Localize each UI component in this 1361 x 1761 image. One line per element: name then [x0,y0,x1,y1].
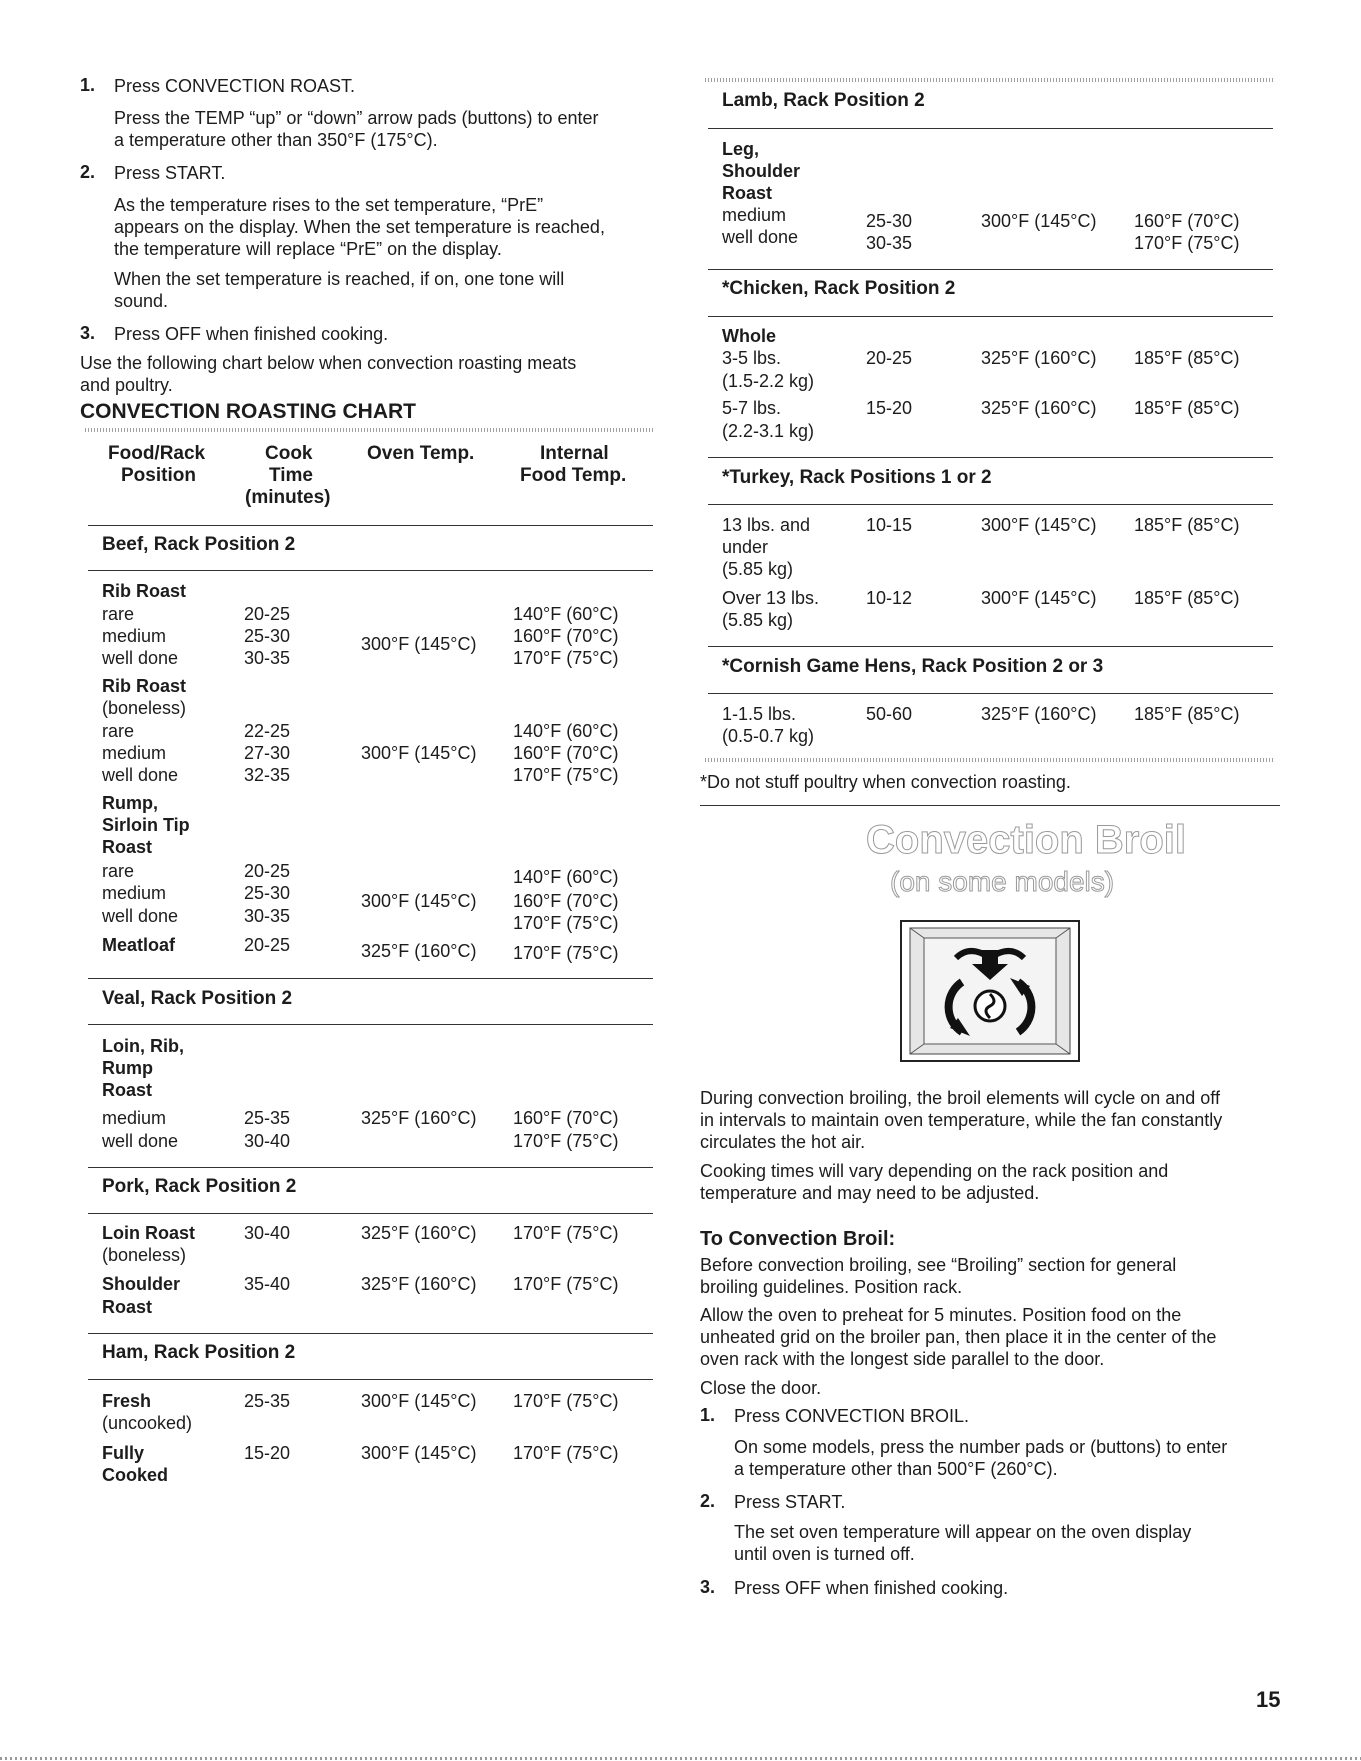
header-food: Food/Rack [108,443,206,464]
internal-temp: 170°F (75°C) [513,765,619,785]
food-title: Roast [102,837,153,857]
step-text: Press OFF when finished cooking. [114,324,389,344]
internal-temp: 185°F (85°C) [1134,588,1240,608]
internal-temp: 170°F (75°C) [513,913,619,933]
divider [88,570,653,571]
divider [705,78,1273,82]
doneness: medium [722,205,787,225]
cook-time: 22-25 [244,721,291,741]
oven-temp: 325°F (160°C) [361,1223,477,1243]
paragraph: unheated grid on the broiler pan, then place it in the center of the [700,1327,1217,1347]
cook-time: 30-40 [244,1223,291,1243]
oven-temp: 300°F (145°C) [361,634,477,654]
step-text: Press CONVECTION BROIL. [734,1406,970,1426]
paragraph: oven rack with the longest side parallel to the door. [700,1349,1105,1369]
doneness: well done [102,906,179,926]
internal-temp: 185°F (85°C) [1134,515,1240,535]
food-title: Sirloin Tip [102,815,190,835]
food-title: Shoulder [102,1274,181,1294]
internal-temp: 160°F (70°C) [513,891,619,911]
weight: 13 lbs. and [722,515,811,535]
step-number: 3. [700,1577,716,1597]
broil-subtitle: (on some models) [890,866,1115,897]
cook-time: 25-30 [244,883,291,903]
oven-temp: 325°F (160°C) [361,1108,477,1128]
step-text: until oven is turned off. [734,1544,915,1564]
step-text: appears on the display. When the set temperature is reached, [114,217,605,237]
section-turkey: *Turkey, Rack Positions 1 or 2 [722,467,992,488]
cook-time: 30-35 [244,648,291,668]
cook-time: 15-20 [244,1443,291,1463]
weight: under [722,537,769,557]
divider [708,693,1273,694]
internal-temp: 170°F (75°C) [513,1223,619,1243]
doneness: well done [102,1131,179,1151]
section-veal: Veal, Rack Position 2 [102,988,293,1009]
internal-temp: 185°F (85°C) [1134,398,1240,418]
step-number: 3. [80,323,96,343]
intro-text: Use the following chart below when convection roasting meats [80,353,577,373]
doneness: well done [102,765,179,785]
oven-illustration [900,920,1080,1062]
food-title: Rib Roast [102,676,187,696]
paragraph: broiling guidelines. Position rack. [700,1277,963,1297]
food-title: Leg, [722,139,760,159]
internal-temp: 170°F (75°C) [513,648,619,668]
weight: (0.5-0.7 kg) [722,726,815,746]
doneness: medium [102,883,167,903]
weight: (5.85 kg) [722,559,794,579]
cook-time: 30-35 [866,233,913,253]
step-text: Press START. [734,1492,846,1512]
divider [708,646,1273,647]
chart-title: CONVECTION ROASTING CHART [80,400,416,423]
broil-title: Convection Broil [866,818,1187,862]
step-number: 2. [700,1491,716,1511]
page-number: 15 [1256,1687,1281,1712]
internal-temp: 185°F (85°C) [1134,348,1240,368]
divider [705,758,1273,762]
internal-temp: 160°F (70°C) [513,743,619,763]
weight: Over 13 lbs. [722,588,820,608]
weight: 3-5 lbs. [722,348,782,368]
step-text: On some models, press the number pads or (buttons) to enter [734,1437,1228,1457]
food-title: Loin Roast [102,1223,195,1243]
doneness: well done [722,227,799,247]
cook-time: 27-30 [244,743,291,763]
cook-time: 20-25 [244,861,291,881]
cook-time: 20-25 [244,604,291,624]
food-title: Fresh [102,1391,152,1411]
divider [708,269,1273,270]
internal-temp: 170°F (75°C) [513,1131,619,1151]
divider [700,805,1280,806]
paragraph: Allow the oven to preheat for 5 minutes. Position food on the [700,1305,1182,1325]
oven-temp: 325°F (160°C) [981,348,1097,368]
food-title: Rump [102,1058,153,1078]
internal-temp: 170°F (75°C) [513,1443,619,1463]
paragraph: in intervals to maintain oven temperature, while the fan constantly [700,1110,1223,1130]
section-beef: Beef, Rack Position 2 [102,534,296,555]
food-title: Fully [102,1443,145,1463]
doneness: medium [102,743,167,763]
oven-temp: 325°F (160°C) [361,941,477,961]
header-cook: (minutes) [245,487,331,508]
food-title: Roast [722,183,773,203]
step-text: sound. [114,291,169,311]
divider [708,316,1273,317]
internal-temp: 140°F (60°C) [513,604,619,624]
oven-temp: 325°F (160°C) [981,704,1097,724]
divider [85,428,655,432]
weight: 1-1.5 lbs. [722,704,797,724]
header-internal: Internal [540,443,609,464]
internal-temp: 140°F (60°C) [513,867,619,887]
food-subtitle: (uncooked) [102,1413,193,1433]
divider [708,128,1273,129]
oven-temp: 300°F (145°C) [361,743,477,763]
doneness: rare [102,861,135,881]
section-ham: Ham, Rack Position 2 [102,1342,296,1363]
weight: 5-7 lbs. [722,398,782,418]
divider [708,457,1273,458]
cook-time: 35-40 [244,1274,291,1294]
step-text: a temperature other than 500°F (260°C). [734,1459,1058,1479]
divider [708,504,1273,505]
cook-time: 25-35 [244,1108,291,1128]
step-text: The set oven temperature will appear on the oven display [734,1522,1192,1542]
header-internal: Food Temp. [520,465,627,486]
divider [88,978,653,979]
divider [88,1213,653,1214]
step-text: Press the TEMP “up” or “down” arrow pads (buttons) to enter [114,108,599,128]
step-text: Press START. [114,163,226,183]
oven-temp: 325°F (160°C) [981,398,1097,418]
divider [88,1333,653,1334]
food-title: Cooked [102,1465,169,1485]
divider [88,1024,653,1025]
internal-temp: 185°F (85°C) [1134,704,1240,724]
cook-time: 30-40 [244,1131,291,1151]
food-title: Rump, [102,793,158,813]
divider [88,525,653,526]
cook-time: 10-12 [866,588,913,608]
cook-time: 25-30 [866,211,913,231]
section-hens: *Cornish Game Hens, Rack Position 2 or 3 [722,656,1104,677]
cook-time: 32-35 [244,765,291,785]
divider [88,1379,653,1380]
internal-temp: 160°F (70°C) [1134,211,1240,231]
weight: (2.2-3.1 kg) [722,421,815,441]
food-title: Meatloaf [102,935,176,955]
step-text: When the set temperature is reached, if on, one tone will [114,269,565,289]
internal-temp: 140°F (60°C) [513,721,619,741]
oven-temp: 300°F (145°C) [981,211,1097,231]
cook-time: 25-30 [244,626,291,646]
convection-fan-icon [900,920,1080,1062]
internal-temp: 160°F (70°C) [513,1108,619,1128]
header-food: Position [121,465,196,486]
divider [88,1167,653,1168]
food-title: Roast [102,1297,153,1317]
oven-temp: 325°F (160°C) [361,1274,477,1294]
step-text: the temperature will replace “PrE” on the display. [114,239,502,259]
broil-heading: To Convection Broil: [700,1228,896,1250]
internal-temp: 170°F (75°C) [513,943,619,963]
internal-temp: 170°F (75°C) [1134,233,1240,253]
oven-temp: 300°F (145°C) [361,1443,477,1463]
food-title: Roast [102,1080,153,1100]
cook-time: 25-35 [244,1391,291,1411]
paragraph: Cooking times will vary depending on the rack position and [700,1161,1169,1181]
header-cook: Cook [265,443,313,464]
scan-edge [0,1757,1361,1760]
food-subtitle: (boneless) [102,1245,187,1265]
header-oven: Oven Temp. [367,443,475,464]
oven-temp: 300°F (145°C) [361,891,477,911]
cook-time: 20-25 [244,935,291,955]
paragraph: During convection broiling, the broil elements will cycle on and off [700,1088,1220,1108]
weight: (5.85 kg) [722,610,794,630]
food-title: Rib Roast [102,581,187,601]
internal-temp: 170°F (75°C) [513,1391,619,1411]
oven-temp: 300°F (145°C) [981,588,1097,608]
section-chicken: *Chicken, Rack Position 2 [722,278,956,299]
cook-time: 50-60 [866,704,913,724]
paragraph: Close the door. [700,1378,822,1398]
step-text: As the temperature rises to the set temperature, “PrE” [114,195,544,215]
paragraph: temperature and may need to be adjusted. [700,1183,1040,1203]
intro-text: and poultry. [80,375,173,395]
paragraph: Before convection broiling, see “Broiling” section for general [700,1255,1177,1275]
food-title: Whole [722,326,776,346]
internal-temp: 170°F (75°C) [513,1274,619,1294]
step-text: Press OFF when finished cooking. [734,1578,1009,1598]
step-number: 1. [700,1405,716,1425]
doneness: well done [102,648,179,668]
step-text: Press CONVECTION ROAST. [114,76,356,96]
doneness: rare [102,604,135,624]
doneness: medium [102,626,167,646]
section-pork: Pork, Rack Position 2 [102,1176,297,1197]
food-subtitle: (boneless) [102,698,187,718]
internal-temp: 160°F (70°C) [513,626,619,646]
step-number: 1. [80,75,96,95]
food-title: Shoulder [722,161,801,181]
doneness: rare [102,721,135,741]
cook-time: 10-15 [866,515,913,535]
weight: (1.5-2.2 kg) [722,371,815,391]
footnote: *Do not stuff poultry when convection roasting. [700,772,1071,792]
oven-temp: 300°F (145°C) [361,1391,477,1411]
header-cook: Time [269,465,314,486]
doneness: medium [102,1108,167,1128]
paragraph: circulates the hot air. [700,1132,866,1152]
cook-time: 15-20 [866,398,913,418]
step-number: 2. [80,162,96,182]
section-lamb: Lamb, Rack Position 2 [722,90,925,111]
step-text: a temperature other than 350°F (175°C). [114,130,438,150]
cook-time: 30-35 [244,906,291,926]
oven-temp: 300°F (145°C) [981,515,1097,535]
cook-time: 20-25 [866,348,913,368]
food-title: Loin, Rib, [102,1036,184,1056]
